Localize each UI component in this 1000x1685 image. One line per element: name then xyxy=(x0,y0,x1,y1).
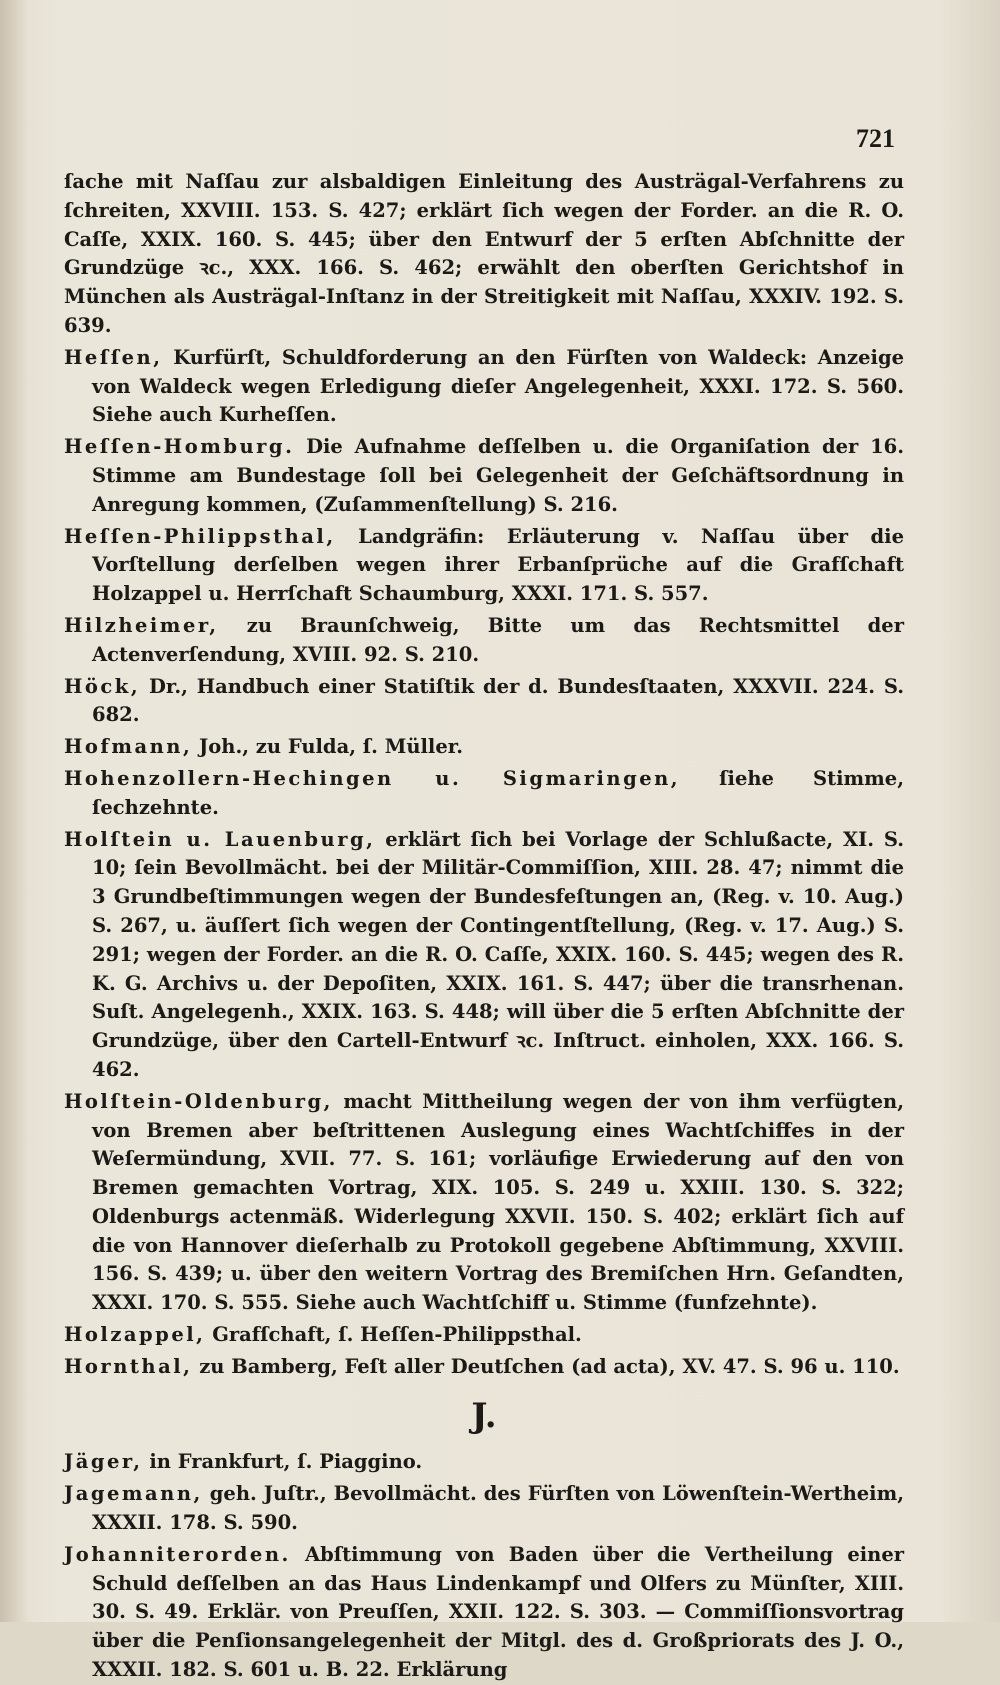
index-entry xyxy=(64,1541,904,1685)
entry-headword: Johanniterorden. xyxy=(64,1542,291,1566)
entry-text: zu Braunſchweig, Bitte um das Rechtsmittel der Actenverſendung, XVIII. 92. S. 210. xyxy=(92,613,904,666)
entry-text: Grafſchaft, ſ. Heſſen-Philippsthal. xyxy=(212,1323,582,1347)
entry-text: Die Aufnahme deſſelben u. die Organiſation der 16. Stimme am Bundestage ſoll bei Gelegenheit der Geſchäftsordnung in Anregung kommen, (Zuſammenſtellung) S. 216. xyxy=(92,435,904,516)
entry-text: macht Mittheilung wegen der von ihm verfügten, von Bremen aber beſtrittenen Auslegung eines Wachtſchiffes in der Weſermündung, XVII. 77. S. 161; vorläufige Erwiederung auf den von Bremen gemachten Vortrag, XIX. 105. S. 249 u. XXIII. 130. S. 322; Oldenburgs actenmäß. Widerlegung XXVII. 150. S. 402; erklärt ſich auf die von Hannover dieſerhalb zu Protokoll gegebene Abſtimmung, XXVIII. 156. S. 439; u. über den weitern Vortrag des Bremiſchen Hrn. Geſandten, XXXI. 170. S. 555. Siehe auch Wachtſchiff u. Stimme (funfzehnte). xyxy=(92,1089,904,1315)
entry-headword: Hornthal, xyxy=(64,1354,193,1378)
entry-text: ſiehe Stimme, ſechzehnte. xyxy=(92,766,904,819)
entry-text: Abſtimmung von Baden über die Vertheilung einer Schuld deſſelben an das Haus Lindenkampf und Olfers zu Münſter, XIII. 30. S. 49. Erklär. von Preuſſen, XXII. 122. S. 303. — Commiſſionsvortrag über die Penſionsangelegenheit der Mitgl. des d. Großpriorats des J. O., XXXII. 182. S. 601 u. B. 22. Erklärung xyxy=(92,1542,904,1682)
entry-text: zu Bamberg, Feſt aller Deutſchen (ad acta), XV. 47. S. 96 u. 110. xyxy=(199,1354,900,1378)
entry-headword: Höck, xyxy=(64,674,141,698)
entry-text: Landgräfin: Erläuterung v. Naſſau über die Vorſtellung derſelben wegen ihrer Erbanſprüche auf die Grafſchaft Holzappel u. Herrſchaft Schaumburg, XXXI. 171. S. 557. xyxy=(92,524,904,606)
entry-text: erklärt ſich bei Vorlage der Schlußacte, XI. S. 10; ſein Bevollmächt. bei der Militär-Commiſſion, XIII. 28. 47; nimmt die 3 Grundbeſtimmungen wegen der Bundesfeſtungen an, (Reg. v. 10. Aug.) S. 267, u. äuſſert ſich wegen der Contingentſtellung, (Reg. v. 17. Aug.) S. 291; wegen der Forder. an die R. O. Caſſe, XXIX. 160. S. 445; wegen des R. K. G. Archivs u. der Depoſiten, XXIX. 161. S. 447; über die transrhenan. Suſt. Angelegenh., XXIX. 163. S. 448; will über die 5 erſten Abſchnitte der Grundzüge, über den Cartell-Entwurf ꝛc. Inſtruct. einholen, XXX. 166. S. 462. xyxy=(92,827,904,1081)
index-entry xyxy=(64,1480,904,1538)
entry-headword: Jagemann, xyxy=(64,1482,203,1506)
entry-headword: Heſſen-Homburg. xyxy=(64,435,295,459)
index-entry xyxy=(64,1448,904,1477)
entry-text: in Frankfurt, ſ. Piaggino. xyxy=(149,1450,423,1474)
index-entry xyxy=(64,523,904,609)
index-entry xyxy=(64,344,904,430)
entry-headword: Holſtein u. Lauenburg, xyxy=(64,827,376,851)
entry-headword: Holzappel, xyxy=(64,1323,206,1347)
page-number: 721 xyxy=(856,124,895,153)
entry-text: Joh., zu Fulda, ſ. Müller. xyxy=(199,735,464,759)
entry-headword: Heſſen, xyxy=(64,345,163,369)
entry-headword: Heſſen-Philippsthal, xyxy=(64,524,336,548)
entry-headword: Jäger, xyxy=(64,1450,143,1474)
entry-headword: Hohenzollern-Hechingen u. Sigmaringen, xyxy=(64,766,681,790)
index-entry xyxy=(64,1353,904,1382)
entry-text: Kurfürſt, Schuldforderung an den Fürſten von Waldeck: Anzeige von Waldeck wegen Erledigung dieſer Angelegenheit, XXXI. 172. S. 560. Siehe auch Kurheſſen. xyxy=(92,345,904,427)
index-entry xyxy=(64,826,904,1085)
index-entry xyxy=(64,433,904,519)
entry-text: ſache mit Naſſau zur alsbaldigen Einleitung des Austrägal-Verfahrens zu ſchreiten, XXVIII. 153. S. 427; erklärt ſich wegen der Forder. an die R. O. Caſſe, XXIX. 160. S. 445; über den Entwurf der 5 erſten Abſchnitte der Grundzüge ꝛc., XXX. 166. S. 462; erwählt den oberſten Gerichtshof in München als Austrägal-Inſtanz in der Streitigkeit mit Naſſau, XXXIV. 192. S. 639. xyxy=(64,170,904,337)
index-entry xyxy=(64,765,904,823)
index-body xyxy=(64,168,904,1685)
entry-headword: Holſtein-Oldenburg, xyxy=(64,1089,333,1113)
entry-headword: Hilzheimer, xyxy=(64,613,219,637)
entry-text: Dr., Handbuch einer Statiſtik der d. Bundesſtaaten, XXXVII. 224. S. 682. xyxy=(92,674,904,727)
index-entry xyxy=(64,733,904,762)
index-entry xyxy=(64,168,904,341)
index-entry xyxy=(64,1321,904,1350)
index-entry xyxy=(64,1088,904,1318)
entry-headword: Hofmann, xyxy=(64,735,193,759)
index-entry xyxy=(64,673,904,731)
entry-text: geh. Juſtr., Bevollmächt. des Fürſten von Löwenſtein-Wertheim, XXXII. 178. S. 590. xyxy=(92,1482,904,1535)
index-entry xyxy=(64,612,904,670)
section-letter-heading: J. xyxy=(471,1395,497,1436)
